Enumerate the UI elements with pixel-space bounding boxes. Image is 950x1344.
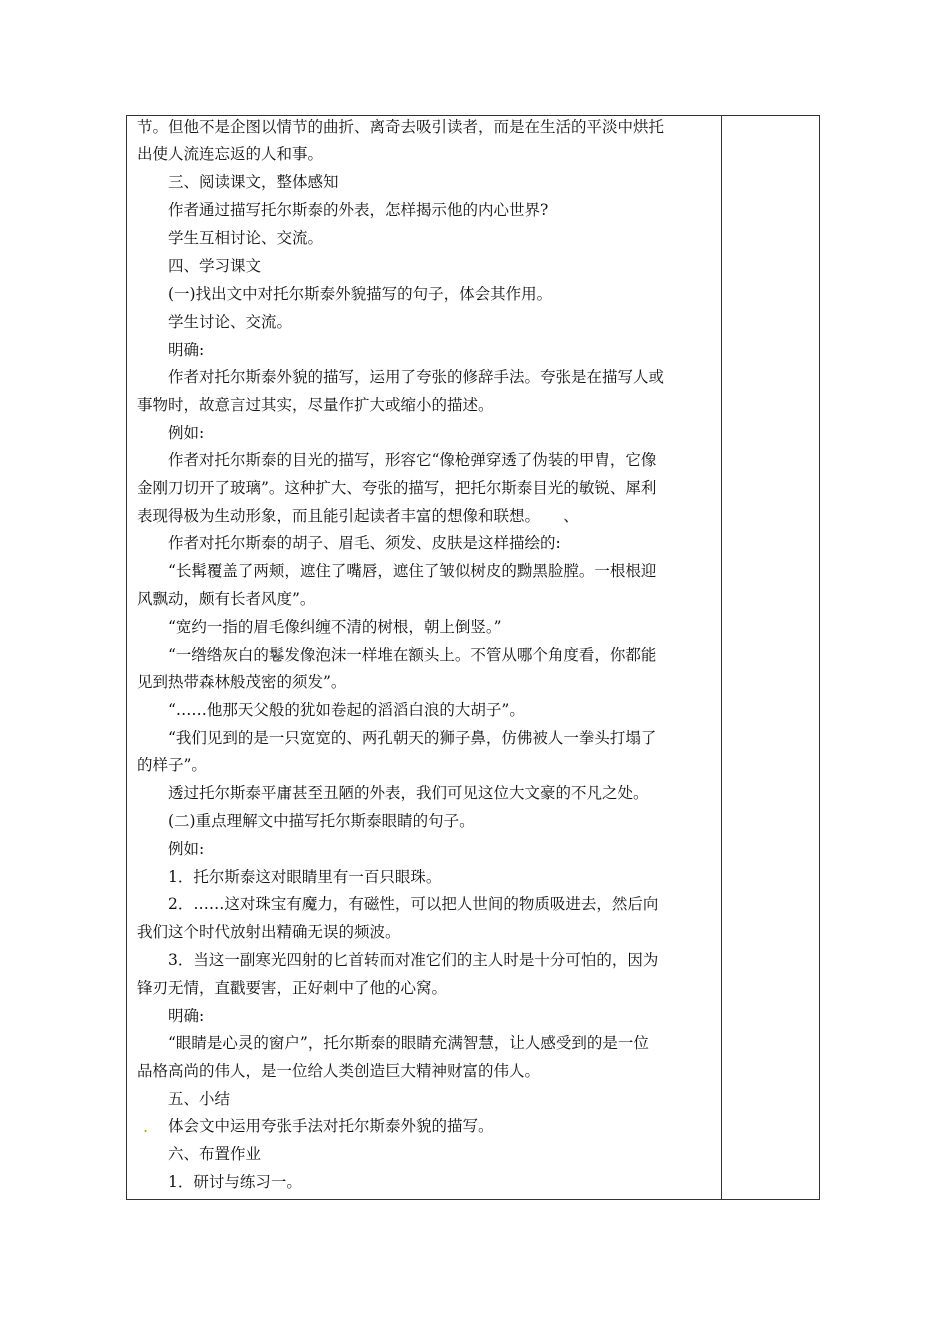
text-line: 品格高尚的伟人，是一位给人类创造巨大精神财富的伟人。: [137, 1062, 541, 1080]
text-line: 透过托尔斯泰平庸甚至丑陋的外表，我们可见这位大文豪的不凡之处。: [168, 784, 649, 802]
text-line: “一绺绺灰白的鬈发像泡沫一样堆在额头上。不管从哪个角度看，你都能: [168, 646, 657, 664]
text-line: 明确:: [168, 1007, 205, 1025]
text-line: 例如:: [168, 840, 205, 858]
text-line: 作者对托尔斯泰外貌的描写，运用了夸张的修辞手法。夸张是在描写人或: [168, 368, 665, 386]
list-item: 2．……这对珠宝有魔力，有磁性，可以把人世间的物质吸进去，然后向: [168, 895, 659, 913]
text-line: “宽约一指的眉毛像纠缠不清的树根，朝上倒竖。”: [168, 618, 502, 636]
text-line: 节。但他不是企图以情节的曲折、离奇去吸引读者，而是在生活的平淡中烘托: [137, 118, 665, 136]
text-line: 事物时，故意言过其实，尽量作扩大或缩小的描述。: [137, 396, 494, 414]
text-line: 我们这个时代放射出精确无误的频波。: [137, 923, 401, 941]
text-line: 明确:: [168, 341, 205, 359]
text-line: 风飘动，颇有长者风度”。: [137, 590, 316, 608]
subsection-heading: (一)找出文中对托尔斯泰外貌描写的句子，体会其作用。: [168, 285, 553, 303]
text-line: 学生互相讨论、交流。: [168, 229, 324, 247]
bullet-mark: .: [143, 1117, 149, 1136]
section-heading: 三、阅读课文，整体感知: [168, 173, 339, 191]
text-line: 作者通过描写托尔斯泰的外表，怎样揭示他的内心世界?: [168, 201, 549, 219]
lesson-table: [126, 115, 820, 1200]
subsection-heading: (二)重点理解文中描写托尔斯泰眼睛的句子。: [168, 812, 475, 830]
text-line: 作者对托尔斯泰的目光的描写，形容它“像枪弹穿透了伪装的甲胄，它像: [168, 451, 657, 469]
text-line: 锋刃无情，直戳要害，正好刺中了他的心窝。: [137, 979, 448, 997]
text-line: “……他那天父般的犹如卷起的滔滔白浪的大胡子”。: [168, 701, 525, 719]
text-line: 作者对托尔斯泰的胡子、眉毛、须发、皮肤是这样描绘的:: [168, 534, 561, 552]
text-line: 金刚刀切开了玻璃”。这种扩大、夸张的描写，把托尔斯泰目光的敏锐、犀利: [137, 479, 657, 497]
text-line: 出使人流连忘返的人和事。: [137, 145, 324, 163]
list-item: 1．托尔斯泰这对眼睛里有一百只眼珠。: [168, 868, 442, 886]
text-line: 的样子”。: [137, 756, 207, 774]
text-line: 例如:: [168, 424, 205, 442]
section-heading: 六、布置作业: [168, 1145, 262, 1163]
text-line: “长髯覆盖了两颊，遮住了嘴唇，遮住了皱似树皮的黝黑脸膛。一根根迎: [168, 562, 657, 580]
text-line: 表现得极为生动形象，而且能引起读者丰富的想像和联想。 、: [137, 507, 579, 525]
section-heading: 五、小结: [168, 1090, 231, 1108]
text-line: 见到热带森林般茂密的须发”。: [137, 673, 347, 691]
text-line: 学生讨论、交流。: [168, 313, 293, 331]
section-heading: 四、学习课文: [168, 257, 262, 275]
list-item: 1．研讨与练习一。: [168, 1173, 302, 1191]
list-item: 3．当这一副寒光四射的匕首转而对准它们的主人时是十分可怕的，因为: [168, 951, 659, 969]
text-line: “我们见到的是一只宽宽的、两孔朝天的狮子鼻，仿佛被人一拳头打塌了: [168, 729, 657, 747]
text-line: 体会文中运用夸张手法对托尔斯泰外貌的描写。: [168, 1117, 494, 1135]
text-line: “眼睛是心灵的窗户”，托尔斯泰的眼睛充满智慧，让人感受到的是一位: [168, 1034, 649, 1052]
